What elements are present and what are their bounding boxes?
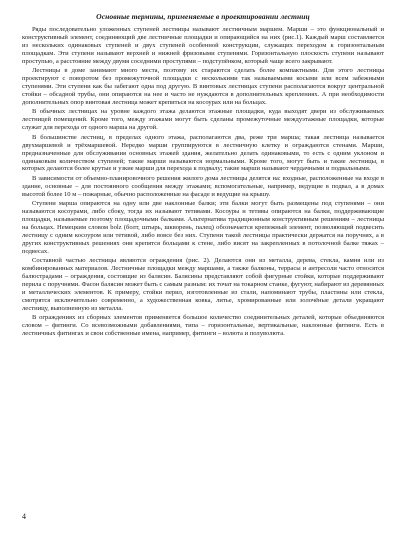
paragraph-stringers: Ступени марша опираются на одну или две наклонные балки; эти балки могут быть размещены под ступенями – они называются косоурами, либо сбоку, тогда их называют тетивами. Косоуры и тетивы опираются на балки, поддерживающие площадки, называемые поэтому площадочными балками. Альтернатива традиционным конструктивным решениям – лестницы на больцах. Немецким словом bolz (болт, штырь, шкворень, палец) обозначается крепежный элемент, позволяющий подвесить лестницу с одним косоуром или тетивой, либо вовсе без них. Ступени такой лестницы практически держатся на поручнях, а в других конструктивных решениях они крепятся больцами к стене, либо висят на закрепленных в потолочной балке тяжах – подвесах. (22, 200, 384, 255)
paragraph-landings: В обычных лестницах на уровне каждого этажа делаются этажные площадки, куда выходят двери из обслуживаемых лестницей помещений. Кроме того, между этажами могут быть сделаны промежуточные междуэтажные площадки, которые служат для перехода от одного марша на другой. (22, 108, 384, 132)
page-number: 4 (22, 512, 26, 521)
page-title: Основные термины, применяемые в проектировании лестниц (96, 12, 310, 21)
paragraph-compact-stairs: Лестницы в доме занимают много места, поэтому их стараются сделать более компактными. Для этого лестницы проектируют с поворотом без промежуточной площадки с несколькими так называемыми косыми или всем забежными ступенями. Эти ступени как бы забегают одна под другую. В винтовых лестницах ступени располагаются вокруг центральной стойки – обсадной трубы, они опираются на нее и часто не нуждаются в дополнительных креплениях. А при необходимости дополнительных опор винтовая лестница может крепиться на косоурах или на больцах. (22, 67, 384, 106)
paragraph-railings: Составной частью лестницы являются ограждения (рис. 2). Делаются они из металла, дерева, стекла, камня или из комбинированных материалов. Лестничные площадки между маршами, а также балконы, террасы и антресоли часто относятся балюстрадами – ограждения, состоящие из балясин. Балясины представляют собой фигурные стойки, которые поддерживают перила с поручнями. Фасон балясин может быть с самым разным: их точат на токарном станке, фугуют, набирают из деревянных и металлических элементов. К примеру, стойки перил, изготовленные из стали, напоминают трубы, пластины или стекла, смотрятся исключительно современно, а художественная ковка, литье, хромированные или золочёные детали укращают лестницу, выполненную из металла. (22, 257, 384, 312)
paragraph-fittings: В ограждениях из сборных элементов применяется большое количество соединительных деталей, которые объединяются словом – фитинги. Со всевозможными добавлениями, типа – горизонтальные, вертикальные, наклонные фитинги. Есть в лестничных фитингах и свои собственные имена, например, фитинги – волюта и полуволюта. (22, 314, 384, 338)
paragraph-march-count: В большинстве лестниц, в пределах одного этажа, располагаются два, реже три марша; такая лестница называется двухмаршевой и трёхмаршевой. Нередко марши группируются в лестничную клетку и ограждаются стенами. Марши, предназначенные для обслуживания основных этажей здания, желательно делать одинаковыми, то есть с одним уклоном и одинаковым количеством ступеней; такие марши называются нормальными. Кроме того, могут быть и такие лестницы, в которых делаются более крутые и узкие марши для перехода к подвалу; такие марши называют чердачными и подвальными. (22, 133, 384, 173)
paragraph-stair-types: В зависимости от объемно-планировочного решения жилого дома лестницы делятся на: входные, расположенные на входе в здание, основные – для постоянного сообщения между этажами; вспомогательные, например, ведущие в подвал, а в домах высотой более 10 м – пожарные, обычно расположенные на фасаде и ведущие на крышу. (22, 174, 384, 198)
paragraph-stairs-march: Ряды последовательно уложенных ступеней лестницы называют лестничным маршем. Марши – это функциональный и конструктивный элемент, соединяющий две лестничные площадки и опирающийся на них (рис.1). Каждый марш составляется из нескольких одинаковых ступеней и двух ступеней особенной конструкции, служащих переходом к горизонтальным площадкам. Эти ступени называют верхней и нижней фризовыми ступенями. Горизонтальную плоскость ступени называют проступью, а расстояние между двумя соседними проступями – подступёнком, который чаще всего закрывают. (22, 26, 384, 65)
